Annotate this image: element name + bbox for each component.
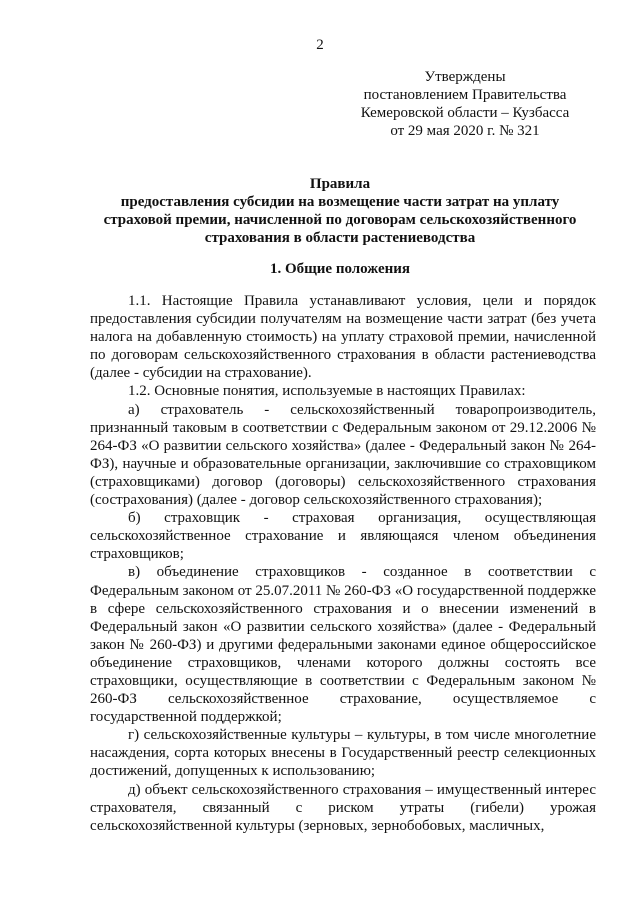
approval-stamp xyxy=(330,68,600,140)
title-line: предоставления субсидии на возмещение части затрат на уплату xyxy=(120,194,560,210)
approval-line: Кемеровской области – Кузбасса xyxy=(360,105,570,121)
approval-line: постановлением Правительства xyxy=(363,87,567,103)
section-heading: 1. Общие положения xyxy=(269,261,411,277)
title-line: страхования в области растениеводства xyxy=(204,230,476,246)
page-number: 2 xyxy=(316,37,324,53)
paragraph: в) объединение страховщиков - созданное в соответствии с Федеральным законом от 25.07.2011 № 260-ФЗ «О государственной поддержке в сфере сельскохозяйственного страхования и о внесении изменений в Федеральный закон «О развитии сельского хозяйства» (далее - Федеральный закон № 260-ФЗ) и другими федеральными законами единое общероссийское объединение страховщиков, членами которого должны состоять все страховщики, осуществляющие в соответствии с Федеральным законом № 260-ФЗ сельскохозяйственное страхование, осуществляемое с государственной поддержкой; xyxy=(90,564,596,726)
paragraph: г) сельскохозяйственные культуры – культуры, в том числе многолетние насаждения, сорта которых внесены в Государственный реестр селекционных достижений, допущенных к использованию; xyxy=(90,727,596,780)
document-title xyxy=(90,175,590,247)
title-line: Правила xyxy=(309,176,371,192)
paragraph: д) объект сельскохозяйственного страхования – имущественный интерес страхователя, связанный с риском утраты (гибели) урожая сельскохозяйственной культуры (зерновых, зернобобовых, масличных, xyxy=(90,781,596,834)
approval-line: Утверждены xyxy=(424,69,506,85)
paragraph: 1.1. Настоящие Правила устанавливают условия, цели и порядок предоставления субсидии получателям на возмещение части затрат (без учета налога на добавленную стоимость) на уплату страховой премии, начисленной по договорам сельскохозяйственного страхования в области растениеводства (далее - субсидии на страхование). xyxy=(90,293,596,382)
document-body xyxy=(90,292,596,835)
paragraph: 1.2. Основные понятия, используемые в настоящих Правилах: xyxy=(128,383,526,400)
approval-line: от 29 мая 2020 г. № 321 xyxy=(390,123,540,139)
paragraph: а) страхователь - сельскохозяйственный товаропроизводитель, признанный таковым в соответствии с Федеральным законом от 29.12.2006 № 264-ФЗ «О развитии сельского хозяйства» (далее - Федеральный закон № 264-ФЗ), научные и образовательные организации, заключившие со страховщиком (страховщиками) договор (договоры) сельскохозяйственного страхования (сострахования) (далее - договор сельскохозяйственного страхования); xyxy=(90,401,596,509)
paragraph: б) страховщик - страховая организация, осуществляющая сельскохозяйственное страхование и являющаяся членом объединения страховщиков; xyxy=(90,510,596,563)
title-line: страховой премии, начисленной по договорам сельскохозяйственного xyxy=(103,212,577,228)
